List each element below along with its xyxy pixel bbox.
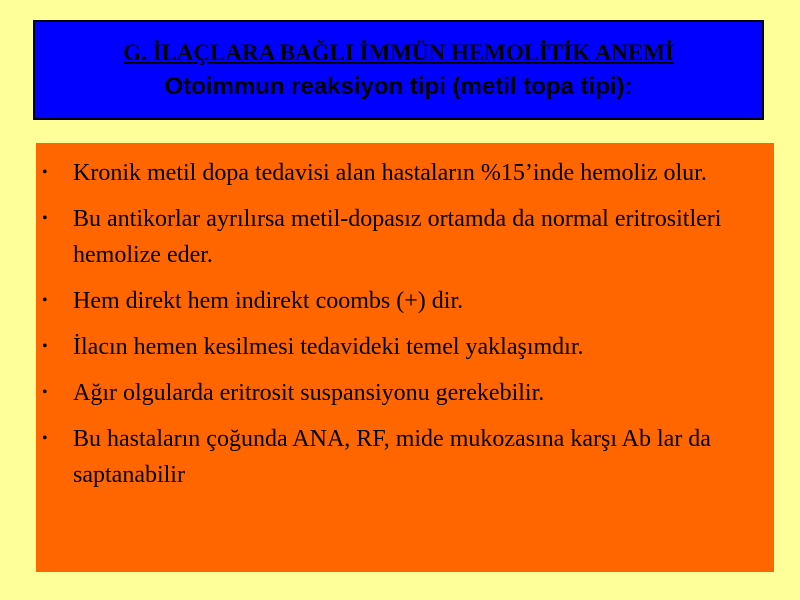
title-box <box>33 20 764 120</box>
content-box <box>36 143 774 572</box>
bullet-item <box>42 421 762 493</box>
bullet-item <box>42 155 762 191</box>
bullet-icon: • <box>42 384 48 401</box>
bullet-text: Bu antikorlar ayrılırsa metil-dopasız ortamda da normal eritrositleri hemolize eder. <box>73 206 722 268</box>
bullet-item <box>42 201 762 273</box>
bullet-icon: • <box>42 430 48 447</box>
slide-title: G. İLAÇLARA BAĞLI İMMÜN HEMOLİTİK ANEMİ <box>123 40 674 65</box>
bullet-text: Kronik metil dopa tedavisi alan hastaların %15’inde hemoliz olur. <box>73 160 707 186</box>
slide-subtitle: Otoimmun reaksiyon tipi (metil topa tipi): <box>164 73 633 100</box>
bullet-item <box>42 375 762 411</box>
bullet-text: Bu hastaların çoğunda ANA, RF, mide mukozasına karşı Ab lar da saptanabilir <box>73 426 711 488</box>
bullet-icon: • <box>42 338 48 355</box>
bullet-item <box>42 283 762 319</box>
bullet-text: Ağır olgularda eritrosit suspansiyonu gerekebilir. <box>73 380 545 406</box>
bullet-item <box>42 329 762 365</box>
bullet-icon: • <box>42 292 48 309</box>
bullet-text: Hem direkt hem indirekt coombs (+) dir. <box>73 288 464 314</box>
bullet-icon: • <box>42 164 48 181</box>
bullet-text: İlacın hemen kesilmesi tedavideki temel yaklaşımdır. <box>73 334 584 360</box>
bullet-list <box>42 155 762 503</box>
bullet-icon: • <box>42 210 48 227</box>
